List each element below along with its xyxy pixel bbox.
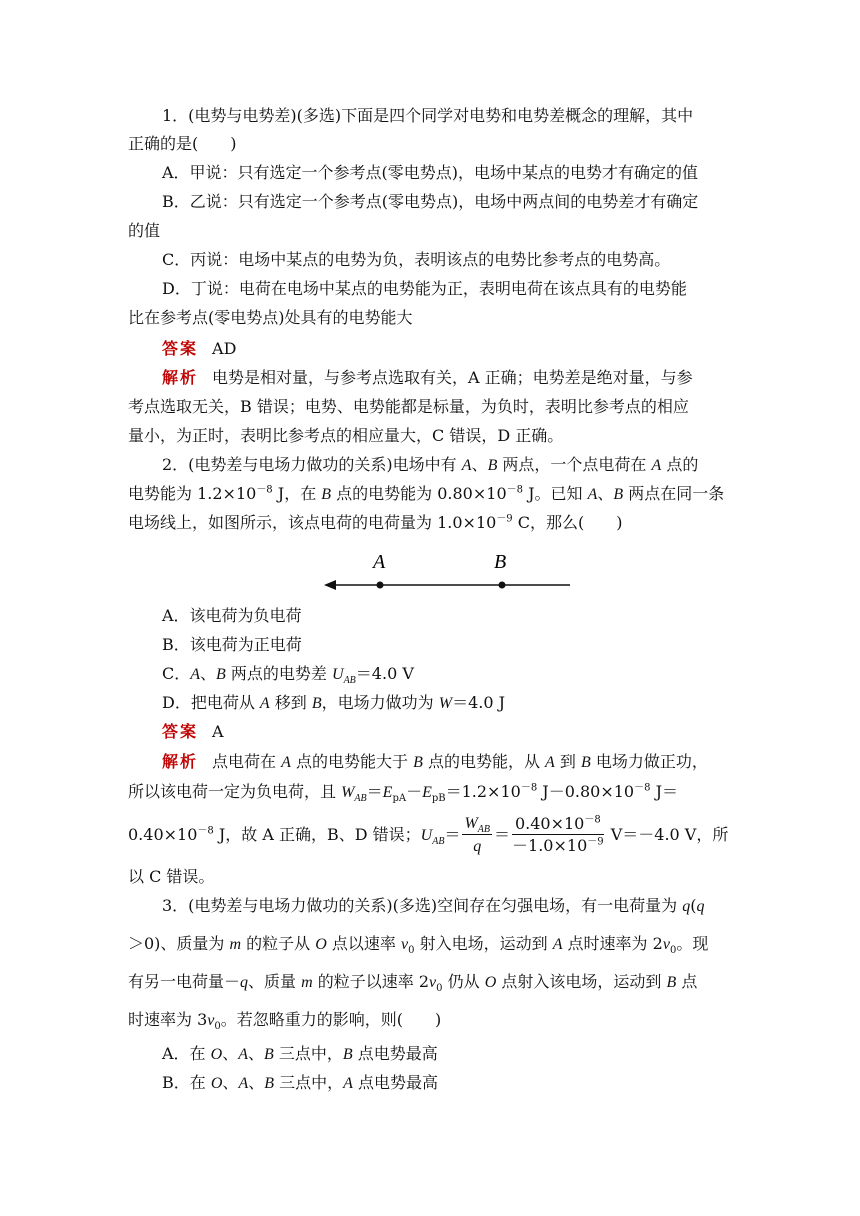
q1-option-d-line2: 比在参考点(零电势点)处具有的电势能大 bbox=[128, 308, 413, 327]
point-a-dot bbox=[377, 582, 384, 589]
q2-option-b: B．该电荷为正电荷 bbox=[162, 635, 302, 654]
q1-analysis-line1: 解析 电势是相对量，与参考点选取有关，A 正确；电势差是绝对量，与参 bbox=[162, 368, 693, 387]
q1-stem-line1: 1．(电势与电势差)(多选)下面是四个同学对电势和电势差概念的理解，其中 bbox=[162, 106, 694, 125]
q1-analysis-line2: 考点选取无关，B 错误；电势、电势能都是标量，为负时，表明比参考点的相应 bbox=[128, 397, 689, 416]
q2-stem-line3: 电场线上，如图所示，该点电荷的电荷量为 $1.0\times 10^{-9}$ C，那么( ) bbox=[128, 513, 623, 532]
answer-label: 答案 bbox=[162, 722, 199, 741]
answer-value: A bbox=[212, 722, 224, 741]
q3-option-a: A．在 O、A、B 三点中，B 点电势最高 bbox=[162, 1044, 438, 1063]
q1-option-b-line2: 的值 bbox=[128, 221, 161, 240]
q3-stem-line1: 3．(电势差与电场力做功的关系)(多选)空间存在匀强电场，有一电荷量为 q(q bbox=[162, 896, 705, 915]
electric-field-line-figure bbox=[320, 545, 580, 600]
q2-analysis-line3: $0.40\times 10^{-8}$ J，故 A 正确，B、D 错误；$U_{AB}=$ $\frac{W_{AB}}{q}$ ＝ $\frac{0.40\times 10^{-8}}{-1.0\times 10^{-9}}$ V＝－4.0 V，所 bbox=[128, 812, 728, 859]
q1-option-d-line1: D．丁说：电荷在电场中某点的电势能为正，表明电荷在该点具有的电势能 bbox=[162, 279, 687, 298]
q2-analysis-line2: 所以该电荷一定为负电荷，且 $W_{AB}=E_{pA}-E_{pB}=1.2\times 10^{-8}$ $J-0.80\times 10^{-8}$ J＝ bbox=[128, 782, 678, 805]
arrow-head-icon bbox=[324, 580, 336, 590]
q2-answer bbox=[162, 721, 224, 743]
q1-analysis-line3: 量小，为正时，表明比参考点的相应量大，C 错误，D 正确。 bbox=[128, 426, 564, 445]
q1-answer bbox=[162, 338, 236, 360]
q1-option-b-line1: B．乙说：只有选定一个参考点(零电势点)，电场中两点间的电势差才有确定 bbox=[162, 192, 699, 211]
point-b-label: B bbox=[494, 551, 507, 573]
q2-stem-line2: 电势能为 $1.2\times 10^{-8}$ J，在 B 点的电势能为 $0.80\times 10^{-8}$ J。已知 A、B 两点在同一条 bbox=[128, 484, 725, 503]
point-a-label: A bbox=[373, 551, 386, 573]
point-b-dot bbox=[499, 582, 506, 589]
q2-option-d: D．把电荷从 A 移到 B，电场力做功为 W＝4.0 J bbox=[162, 693, 506, 712]
q3-stem-line4: 时速率为 $3v_0$。若忽略重力的影响，则( ) bbox=[128, 1010, 442, 1033]
fraction-w-over-q: $\frac{W_{AB}}{q}$ bbox=[464, 815, 491, 855]
q3-stem-line3: 有另一电荷量－q、质量 m 的粒子以速率 $2v_0$ 仍从 O 点射入该电场，运动到 B 点 bbox=[128, 972, 698, 995]
answer-value: AD bbox=[212, 339, 237, 358]
q2-option-c: C．A、B 两点的电势差 $U_{AB}=4.0$ V bbox=[162, 664, 414, 687]
q3-option-b: B．在 O、A、B 三点中，A 点电势最高 bbox=[162, 1073, 438, 1092]
answer-label: 答案 bbox=[162, 339, 199, 358]
q2-analysis-line4: 以 C 错误。 bbox=[128, 867, 215, 886]
q2-analysis-line1: 解析 点电荷在 A 点的电势能大于 B 点的电势能，从 A 到 B 电场力做正功， bbox=[162, 752, 708, 771]
q3-stem-line2: ＞0)、质量为 m 的粒子从 O 点以速率 $v_0$ 射入电场，运动到 A 点时速率为 $2v_0$。现 bbox=[128, 934, 709, 957]
analysis-label: 解析 bbox=[162, 752, 199, 771]
q1-option-c: C．丙说：电场中某点的电势为负，表明该点的电势比参考点的电势高。 bbox=[162, 250, 671, 269]
q1-stem-line2: 正确的是( ) bbox=[128, 134, 237, 153]
fraction-values: $\frac{0.40\times 10^{-8}}{-1.0\times 10^{-9}}$ bbox=[512, 814, 604, 855]
q2-stem-line1: 2．(电势差与电场力做功的关系)电场中有 A、B 两点，一个点电荷在 A 点的 bbox=[162, 455, 699, 474]
q1-option-a: A．甲说：只有选定一个参考点(零电势点)，电场中某点的电势才有确定的值 bbox=[162, 163, 699, 182]
analysis-label: 解析 bbox=[162, 368, 199, 387]
q2-option-a: A．该电荷为负电荷 bbox=[162, 606, 302, 625]
